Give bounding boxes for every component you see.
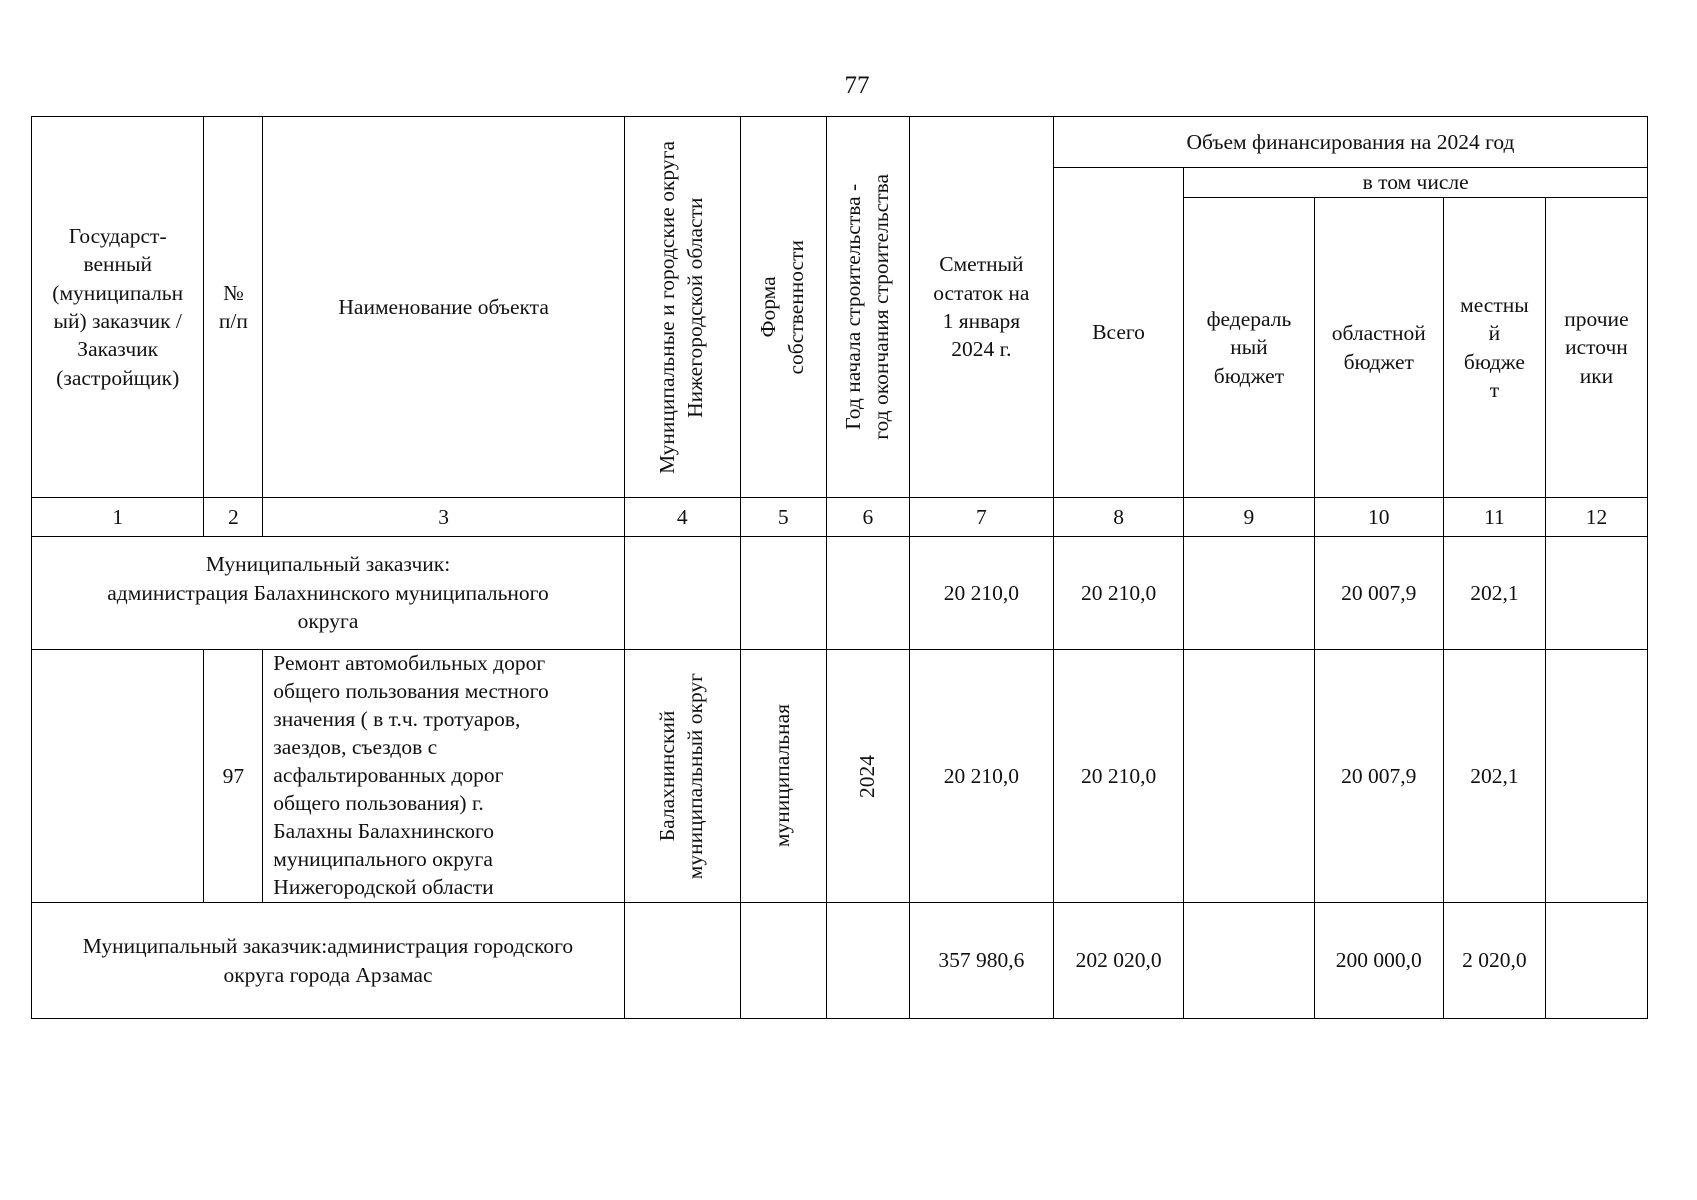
budget-table — [31, 116, 1648, 1019]
empty-cell — [624, 537, 740, 650]
empty-cell — [624, 903, 740, 1019]
federal-value — [1184, 650, 1314, 903]
other-value — [1545, 650, 1647, 903]
header-local: местны й бюдже т — [1443, 198, 1545, 498]
total-value: 20 210,0 — [1053, 650, 1183, 903]
other-value — [1545, 537, 1647, 650]
column-number-12: 12 — [1545, 498, 1647, 537]
empty-cell — [740, 903, 826, 1019]
header-including: в том числе — [1184, 168, 1648, 198]
column-number-row — [32, 498, 1648, 537]
page-number: 77 — [844, 72, 870, 99]
object-years-cell — [826, 650, 909, 903]
header-funding-group: Объем финансирования на 2024 год — [1053, 117, 1647, 168]
header-other: прочие источн ики — [1545, 198, 1647, 498]
customer-title: Муниципальный заказчик:администрация городского округа города Арзамас — [32, 903, 625, 1019]
column-number-1: 1 — [32, 498, 204, 537]
regional-value: 200 000,0 — [1314, 903, 1443, 1019]
object-municipality-cell — [624, 650, 740, 903]
header-customer: Государст- венный (муниципальн ый) заказчик / Заказчик (застройщик) — [32, 117, 204, 498]
column-number-8: 8 — [1053, 498, 1183, 537]
regional-value: 20 007,9 — [1314, 650, 1443, 903]
estimate-balance-value: 20 210,0 — [909, 537, 1053, 650]
header-index: № п/п — [204, 117, 263, 498]
object-name: Ремонт автомобильных дорог общего пользования местного значения ( в т.ч. тротуаров, заездов, съездов с асфальтированных дорог общего пользования) г. Балахны Балахнинского муниципального округа Нижегородской области — [263, 650, 625, 903]
header-municipality-cell — [624, 117, 740, 498]
header-ownership-cell — [740, 117, 826, 498]
regional-value: 20 007,9 — [1314, 537, 1443, 650]
column-number-6: 6 — [826, 498, 909, 537]
column-number-10: 10 — [1314, 498, 1443, 537]
header-estimate-balance: Сметный остаток на 1 января 2024 г. — [909, 117, 1053, 498]
local-value: 202,1 — [1443, 537, 1545, 650]
empty-cell — [826, 537, 909, 650]
header-total: Всего — [1053, 168, 1183, 498]
empty-cell — [32, 650, 204, 903]
empty-cell — [740, 537, 826, 650]
customer-title: Муниципальный заказчик: администрация Балахнинского муниципального округа — [32, 537, 625, 650]
estimate-balance-value: 20 210,0 — [909, 650, 1053, 903]
object-municipality: Балахнинский муниципальный округ — [655, 672, 708, 880]
object-ownership: муниципальная — [770, 704, 795, 848]
header-ownership: Форма собственности — [756, 239, 809, 375]
header-years: Год начала строительства - год окончания строительства — [840, 174, 893, 440]
column-number-5: 5 — [740, 498, 826, 537]
header-federal: федераль ный бюджет — [1184, 198, 1314, 498]
customer-row-balakhna — [32, 537, 1648, 650]
local-value: 2 020,0 — [1443, 903, 1545, 1019]
column-number-7: 7 — [909, 498, 1053, 537]
object-years: 2024 — [854, 754, 879, 798]
customer-row-arzamas — [32, 903, 1648, 1019]
federal-value — [1184, 537, 1314, 650]
column-number-11: 11 — [1443, 498, 1545, 537]
header-years-cell — [826, 117, 909, 498]
federal-value — [1184, 903, 1314, 1019]
header-row-top — [32, 117, 1648, 168]
column-number-4: 4 — [624, 498, 740, 537]
estimate-balance-value: 357 980,6 — [909, 903, 1053, 1019]
header-regional: областной бюджет — [1314, 198, 1443, 498]
other-value — [1545, 903, 1647, 1019]
total-value: 20 210,0 — [1053, 537, 1183, 650]
header-municipality: Муниципальные и городские округа Нижегородской области — [655, 140, 708, 474]
empty-cell — [826, 903, 909, 1019]
header-object-name: Наименование объекта — [263, 117, 625, 498]
object-ownership-cell — [740, 650, 826, 903]
object-row-97 — [32, 650, 1648, 903]
column-number-3: 3 — [263, 498, 625, 537]
column-number-2: 2 — [204, 498, 263, 537]
column-number-9: 9 — [1184, 498, 1314, 537]
local-value: 202,1 — [1443, 650, 1545, 903]
total-value: 202 020,0 — [1053, 903, 1183, 1019]
object-number: 97 — [204, 650, 263, 903]
